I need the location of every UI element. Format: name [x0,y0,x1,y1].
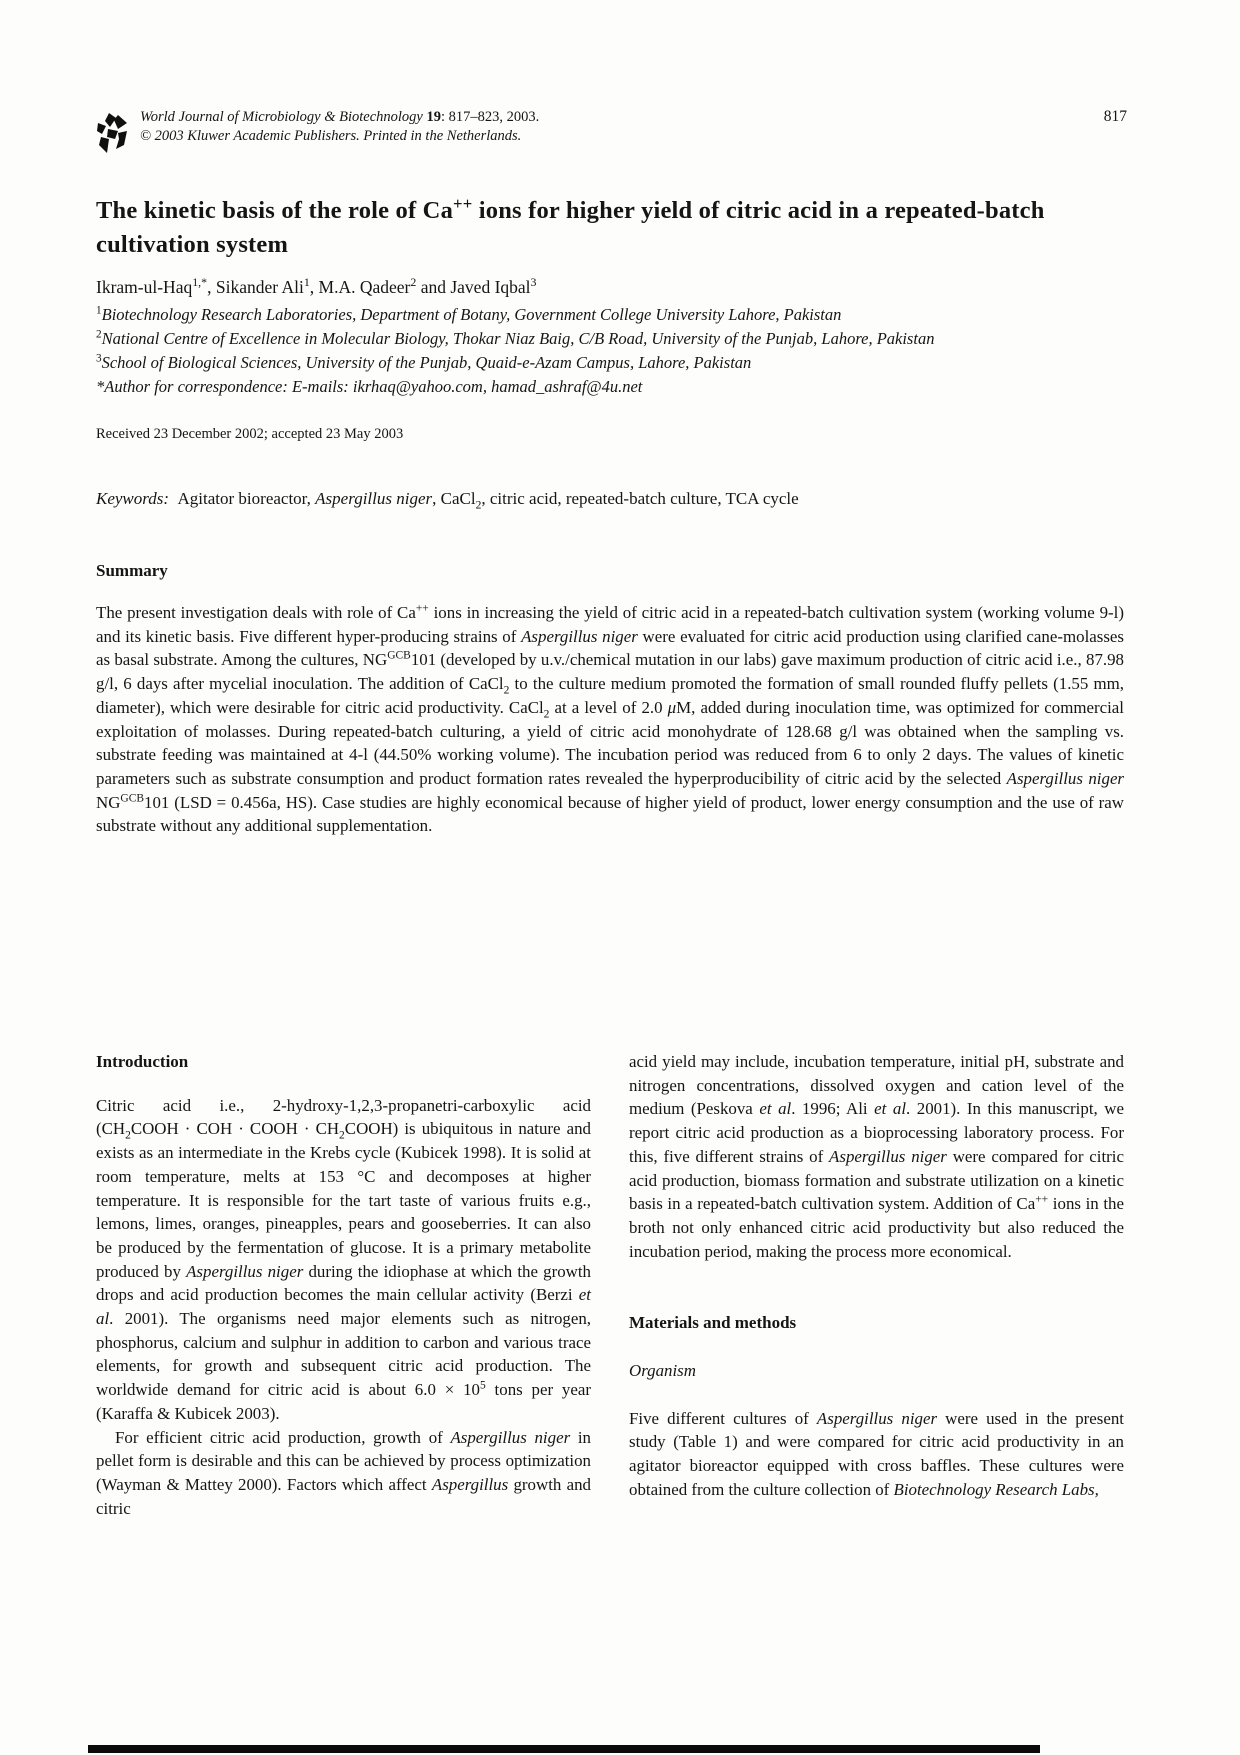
kluwer-pinwheel-logo-icon [97,112,129,154]
two-column-body [96,1050,1124,1520]
journal-citation-line: World Journal of Microbiology & Biotechnology 19: 817–823, 2003. [140,109,540,125]
introduction-paragraph-1: Citric acid i.e., 2-hydroxy-1,2,3-propanetri-carboxylic acid ($CH_2COOH$ · COH · COOH · $CH_2COOH$) is ubiquitous in nature and exists as an intermediate in the Krebs cycle (Kubicek 1998). It is solid at room temperature, melts at 153 °C and decomposes at higher temperature. It is responsible for the tart taste of various fruits e.g., lemons, limes, oranges, pineapples, pears and gooseberries. It can also be produced by the fermentation of glucose. It is a primary metabolite produced by Aspergillus niger during the idiophase at which the growth drops and acid production becomes the main cellular activity (Berzi et al. 2001). The organisms need major elements such as nitrogen, phosphorus, calcium and sulphur in addition to carbon and various trace elements, for growth and subsequent citric acid production. The worldwide demand for citric acid is about $6.0 \times 10^5$ tons per year (Karaffa & Kubicek 2003). [96,1095,591,1423]
introduction-paragraph-2: For efficient citric acid production, growth of Aspergillus niger in pellet form is desirable and this can be achieved by process optimization (Wayman & Mattey 2000). Factors which affect Aspergillus growth and citric [96,1427,591,1518]
affiliations-block [96,303,1056,399]
summary-heading: Summary [96,561,168,580]
materials-and-methods-heading: Materials and methods [629,1313,797,1333]
page-number: 817 [1103,108,1127,125]
affiliation-line-1: $^1$Biotechnology Research Laboratories, Department of Botany, Government College University Lahore, Pakistan [96,304,842,324]
copyright-line: © 2003 Kluwer Academic Publishers. Printed in the Netherlands. [140,128,522,144]
correspondence-line: *Author for correspondence: E-mails: ikrhaq@yahoo.com, hamad_ashraf@4u.net [96,377,643,396]
organism-paragraph: Five different cultures of Aspergillus niger were used in the present study (Table 1) and were compared for citric acid productivity in an agitator bioreactor equipped with cross baffles. These cultures were obtained from the culture collection of Biotechnology Research Labs, [629,1408,1124,1499]
author-list: Ikram-ul-Haq$^{1,*}$, Sikander Ali$^1$, M.A. Qadeer$^2$ and Javed Iqbal$^3$ [96,275,537,297]
organism-subheading: Organism [629,1361,696,1381]
summary-paragraph: The present investigation deals with role of Ca++ ions in increasing the yield of citric acid in a repeated-batch cultivation system (working volume 9-l) and its kinetic basis. Five different hyper-producing strains of Aspergillus niger were evaluated for citric acid production using clarified cane-molasses as basal substrate. Among the cultures, $NG^{GCB}101$ (developed by u.v./chemical mutation in our labs) gave maximum production of citric acid i.e., 87.98 g/l, 6 days after mycelial inoculation. The addition of CaCl$_2$ to the culture medium promoted the formation of small rounded fluffy pellets (1.55 mm, diameter), which were desirable for citric acid productivity. CaCl$_2$ at a level of 2.0 μM, added during inoculation time, was optimized for commercial exploitation of molasses. During repeated-batch culturing, a yield of citric acid monohydrate of 128.68 g/l was obtained when the sampling vs. substrate feeding was maintained at 4-l (44.50% working volume). The incubation period was reduced from 6 to only 2 days. The values of kinetic parameters such as substrate consumption and product formation rates revealed the hyperproducibility of citric acid by the selected Aspergillus niger $NG^{GCB}101$ (LSD = 0.456a, HS). Case studies are highly economical because of higher yield of product, lower energy consumption and the use of raw substrate without any additional supplementation. [96,602,1125,836]
affiliation-line-2: $^2$National Centre of Excellence in Molecular Biology, Thokar Niaz Baig, C/B Road, University of the Punjab, Lahore, Pakistan [96,328,935,348]
left-column [96,1050,591,1520]
journal-header [140,108,539,146]
introduction-heading: Introduction [96,1052,189,1071]
affiliation-line-3: $^3$School of Biological Sciences, University of the Punjab, Quaid-e-Azam Campus, Lahore, Pakistan [96,352,752,372]
article-title: The kinetic basis of the role of Ca++ ions for higher yield of citric acid in a repeated-batch cultivation system [96,194,1045,259]
received-accepted-line: Received 23 December 2002; accepted 23 May 2003 [96,426,404,442]
scan-artifact-bar [88,1745,1040,1753]
right-column [629,1050,1124,1520]
keywords-line: Keywords: Agitator bioreactor, Aspergillus niger, CaCl$_2$, citric acid, repeated-batch culture, TCA cycle [96,489,799,512]
introduction-continuation-paragraph: acid yield may include, incubation temperature, initial pH, substrate and nitrogen concentrations, dissolved oxygen and cation level of the medium (Peskova et al. 1996; Ali et al. 2001). In this manuscript, we report citric acid production as a bioprocessing laboratory process. For this, five different strains of Aspergillus niger were compared for citric acid production, biomass formation and substrate utilization on a kinetic basis in a repeated-batch cultivation system. Addition of Ca++ ions in the broth not only enhanced citric acid productivity but also reduced the incubation period, making the process more economical. [629,1052,1124,1261]
